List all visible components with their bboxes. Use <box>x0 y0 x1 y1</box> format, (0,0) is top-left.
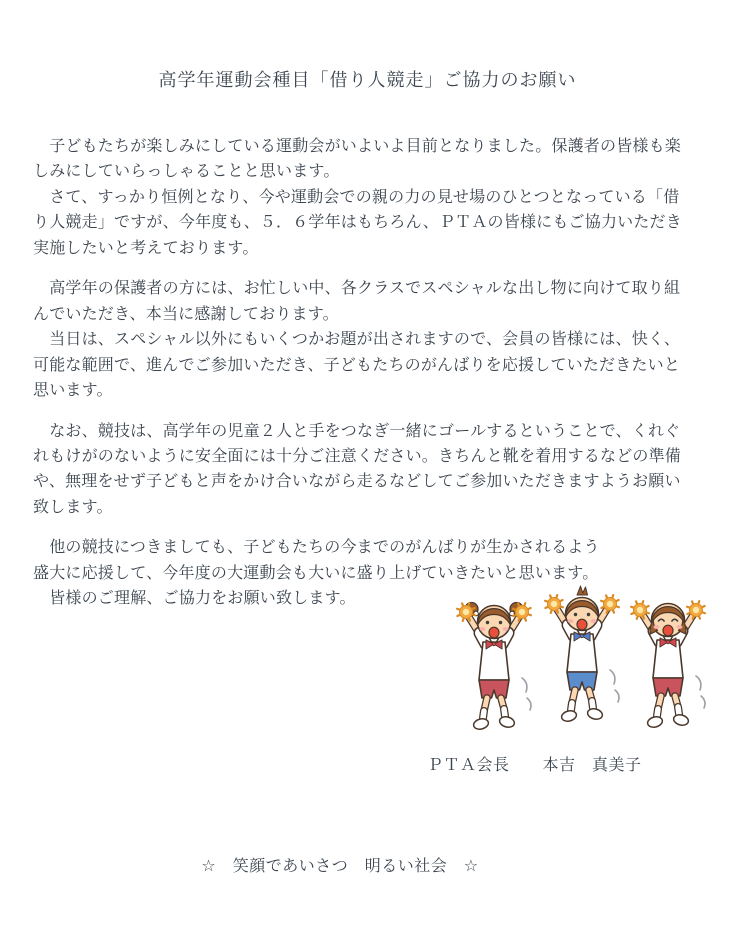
text-line: なお、競技は、高学年の児童２人と手をつなぎ一緒にゴールするということで、くれぐ <box>33 422 681 440</box>
paragraph-intro <box>33 134 701 185</box>
text-line: さて、すっかり恒例となり、今や運動会での親の力の見せ場のひとつとなっている「借 <box>33 188 680 206</box>
paragraph-safety-note <box>33 419 701 521</box>
cheerleader-kid <box>631 601 705 729</box>
text-line: 致します。 <box>33 498 113 516</box>
text-line: 高学年の保護者の方には、お忙しい中、各クラスでスペシャルな出し物に向けて取り組 <box>33 280 681 298</box>
text-line: 実施したいと考えております。 <box>33 239 259 257</box>
text-line: 子どもたちが楽しみにしている運動会がいよいよ目前となりました。保護者の皆様も楽 <box>33 138 682 155</box>
text-line: 盛大に応援して、今年度の大運動会も大いに盛り上げていきたいと思います。 <box>33 564 599 582</box>
text-line: り人競走」ですが、今年度も、５．６学年はもちろん、ＰＴＡの皆様にもご協力いただき <box>33 214 682 232</box>
text-line: 他の競技につきましても、子どもたちの今までのがんばりが生かされるよう <box>33 539 600 557</box>
letter-body <box>33 134 701 612</box>
cheerleaders-illustration <box>441 578 717 732</box>
paragraph-participation-request <box>33 327 701 403</box>
paragraph-thanks <box>33 276 701 327</box>
cheerleader-kid <box>545 586 619 723</box>
signature-line: ＰＴＡ会長 本吉 真美子 <box>427 757 642 774</box>
text-line: んでいただき、本当に感謝しております。 <box>33 305 339 323</box>
text-line: 可能な範囲で、進んでご参加いただき、子どもたちのがんばりを応援していただきたいと <box>33 356 681 374</box>
text-line: れもけがのないように安全面には十分ご注意ください。きちんと靴を着用するなどの準備 <box>33 447 682 465</box>
text-line: や、無理をせず子どもと声をかけ合いながら走るなどしてご参加いただきますようお願い <box>33 473 681 491</box>
cheerleader-kid <box>457 603 531 731</box>
footer-slogan: ☆ 笑顔であいさつ 明るい社会 ☆ <box>201 858 479 875</box>
text-line: 当日は、スペシャル以外にもいくつかお題が出されますので、会員の皆様には、快く、 <box>33 331 681 349</box>
text-line: しみにしていらっしゃることと思います。 <box>33 163 340 181</box>
document-title: 高学年運動会種目「借り人競走」ご協力のお願い <box>158 70 577 90</box>
paragraph-event-plan <box>33 185 701 261</box>
text-line: 思います。 <box>33 382 113 400</box>
text-line: 皆様のご理解、ご協力をお願い致します。 <box>33 590 356 608</box>
